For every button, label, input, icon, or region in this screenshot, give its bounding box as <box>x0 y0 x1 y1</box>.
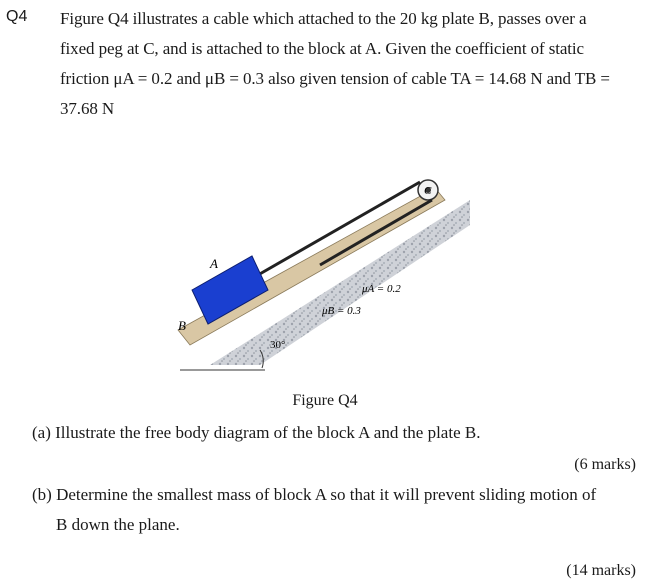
figure-caption: Figure Q4 <box>292 392 358 409</box>
stem-line-4: 37.68 N <box>60 99 115 118</box>
part-b-line-2: B down the plane. <box>56 515 180 534</box>
part-b-marks: (14 marks) <box>566 562 636 579</box>
label-c: C <box>424 185 432 197</box>
part-b-line-1: (b) Determine the smallest mass of block A so that it will prevent sliding motion of <box>32 485 597 504</box>
question-number: Q4 <box>6 8 28 25</box>
label-b: B <box>178 318 186 333</box>
stem-line-3: friction μA = 0.2 and μB = 0.3 also given tension of cable TA = 14.68 N and TB = <box>60 69 610 88</box>
part-a-text: (a) Illustrate the free body diagram of the block A and the plate B. <box>32 423 481 442</box>
figure-q4-diagram <box>170 170 480 390</box>
mu-b-label: μB = 0.3 <box>322 305 361 317</box>
angle-label: 30° <box>270 339 286 351</box>
stem-line-2: fixed peg at C, and is attached to the block at A. Given the coefficient of static <box>60 39 584 58</box>
mu-a-label: μA = 0.2 <box>362 283 401 295</box>
label-a: A <box>210 256 218 271</box>
part-b-text <box>32 480 644 540</box>
part-a-marks: (6 marks) <box>574 456 636 473</box>
stem-line-1: Figure Q4 illustrates a cable which attached to the 20 kg plate B, passes over a <box>60 9 587 28</box>
question-stem <box>60 4 644 124</box>
